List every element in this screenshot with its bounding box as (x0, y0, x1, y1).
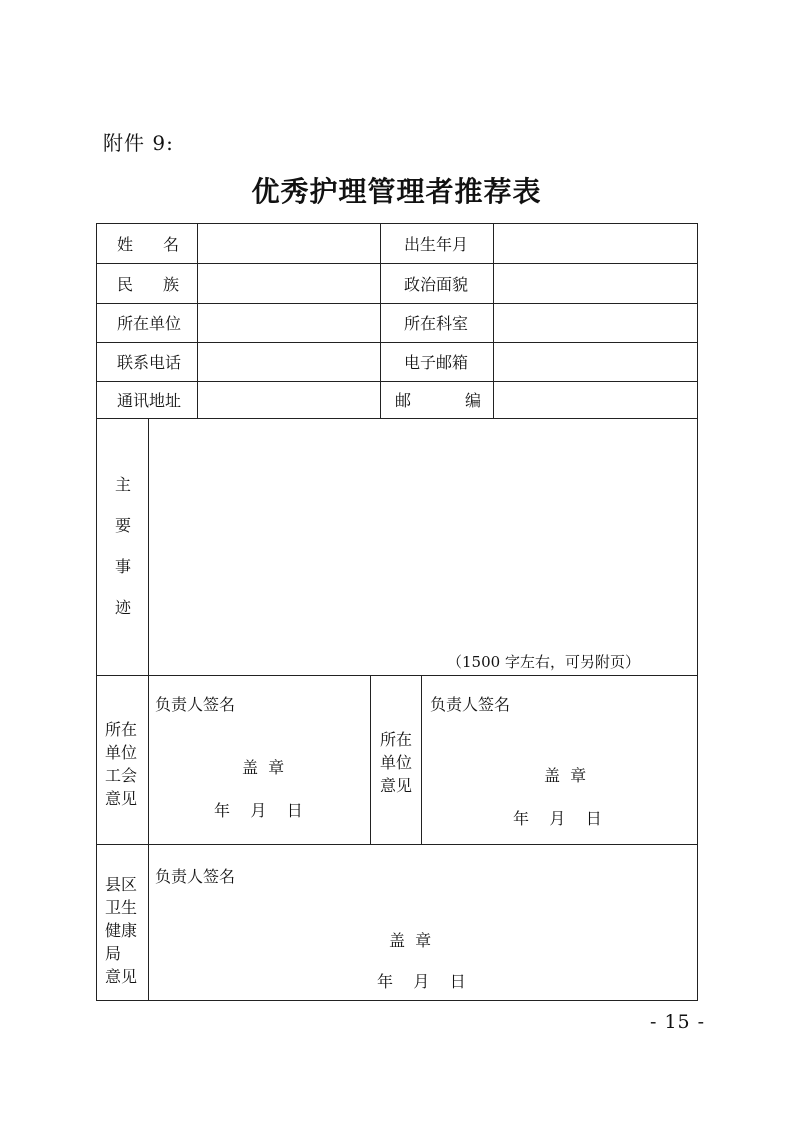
department-label: 所在科室 (404, 314, 469, 333)
union-date-label: 年 月 日 (214, 801, 303, 820)
page-number: - 15 - (650, 1011, 706, 1033)
county-health-bureau-opinion-label: 县区 卫生 健康 局 意见 (105, 875, 138, 986)
political-status-label: 政治面貌 (404, 275, 469, 294)
deeds-length-note: （1500 字左右，可另附页） (447, 653, 640, 671)
phone-field[interactable] (198, 343, 380, 381)
unit-seal-label: 盖 章 (544, 766, 587, 785)
address-field[interactable] (198, 382, 380, 418)
department-field[interactable] (494, 304, 697, 342)
phone-label: 联系电话 (117, 353, 182, 372)
county-signature-label: 负责人签名 (155, 867, 236, 886)
unit-signature-label: 负责人签名 (430, 695, 511, 714)
county-seal-label: 盖 章 (389, 931, 432, 950)
birth-date-field[interactable] (494, 224, 697, 263)
union-seal-label: 盖 章 (242, 758, 285, 777)
political-status-field[interactable] (494, 264, 697, 303)
recommendation-form-table (96, 223, 698, 1001)
unit-opinion-label: 所在 单位 意见 (380, 730, 413, 795)
main-deeds-label: 主 要 事 迹 (114, 475, 131, 617)
form-title: 优秀护理管理者推荐表 (251, 175, 542, 208)
ethnicity-label: 民 族 (117, 275, 179, 294)
main-deeds-field[interactable] (149, 419, 697, 675)
attachment-label: 附件 9: (103, 131, 174, 155)
name-field[interactable] (198, 224, 380, 263)
unit-date-label: 年 月 日 (513, 809, 602, 828)
work-unit-label: 所在单位 (117, 314, 182, 333)
email-label: 电子邮箱 (404, 353, 469, 372)
union-opinion-label: 所在 单位 工会 意见 (105, 720, 138, 808)
name-label: 姓 名 (117, 235, 179, 254)
address-label: 通讯地址 (117, 391, 182, 410)
postcode-field[interactable] (494, 382, 697, 418)
union-signature-label: 负责人签名 (155, 695, 236, 714)
email-field[interactable] (494, 343, 697, 381)
ethnicity-field[interactable] (198, 264, 380, 303)
birth-date-label: 出生年月 (404, 235, 469, 254)
work-unit-field[interactable] (198, 304, 380, 342)
postcode-label: 邮 编 (395, 391, 481, 410)
county-date-label: 年 月 日 (377, 972, 466, 991)
